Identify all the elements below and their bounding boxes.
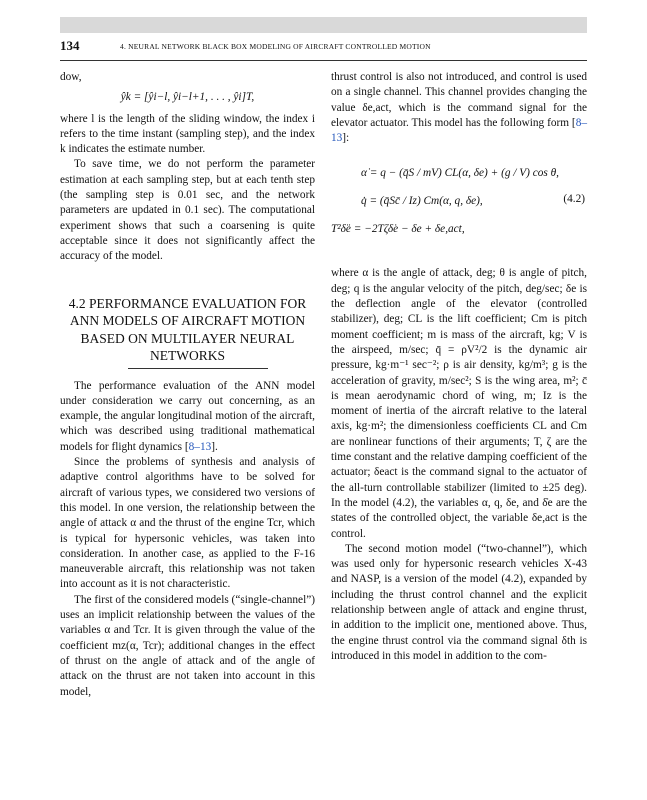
page-number: 134 bbox=[60, 38, 80, 53]
equation-actuator: T²δ̈e = −2Tζδ̇e − δe + δe,act, bbox=[331, 223, 465, 236]
citation-link[interactable]: 8–13 bbox=[331, 116, 587, 145]
left-para-5: The first of the considered models (“single-channel”) uses an implicit relationship between the values of the variables α and Tcr. It is given through the value of the coefficient mz(α, Tcr); additional changes in the effect of thrust on the angle of attack and of the angle of attack on the thrust are not taken into account in this model, bbox=[60, 593, 315, 698]
header-rule bbox=[60, 60, 587, 61]
right-para-1 bbox=[331, 70, 587, 146]
equation-block bbox=[331, 162, 587, 250]
header-bar bbox=[60, 17, 587, 33]
running-title: 4. NEURAL NETWORK BLACK BOX MODELING OF AIRCRAFT CONTROLLED MOTION bbox=[120, 42, 431, 51]
right-para-3: The second motion model (“two-channel”), which was used only for hypersonic research vehicles X-43 and NASP, is a version of the model (4.2), expanded by including the thrust control channel and the explicit relationship between angle of attack and engine thrust, in addition to the implicit one, mentioned above. Thus, the engine thrust control via the command signal δth is introduced in this model in addition to the com- bbox=[331, 542, 587, 662]
equation-alpha-dot: α̇ = q − (q̄S / mV) CL(α, δe) + (g / V) cos θ, bbox=[361, 167, 560, 180]
section-heading bbox=[60, 295, 315, 369]
citation-link[interactable]: 8–13 bbox=[188, 440, 212, 453]
left-para-3 bbox=[60, 379, 315, 455]
left-para-1: where l is the length of the sliding window, the index i refers to the time instant (sampling step), and the index k indicates the estimate number. bbox=[60, 112, 315, 156]
left-para-0: dow, bbox=[60, 71, 82, 83]
section-number: 4.2 bbox=[68, 295, 86, 311]
equation-q-dot: q̇ = (q̄Sc̄ / Iz) Cm(α, q, δe), bbox=[361, 195, 483, 208]
section-title: PERFORMANCE EVALUATION FOR ANN MODELS OF AIRCRAFT MOTION BASED ON MULTILAYER NEURAL NETWORKS bbox=[69, 295, 307, 364]
window-equation: ŷk = [ŷi−l, ŷi−l+1, . . . , ŷi]T, bbox=[120, 91, 255, 104]
equation-number: (4.2) bbox=[563, 193, 585, 206]
left-column bbox=[60, 70, 315, 700]
left-para-3-text: The performance evaluation of the ANN model under consideration we carry out concerning, as an example, the angular longitudinal motion of the aircraft, which was described using traditional mathematical models for flight dynamics [ bbox=[60, 379, 315, 453]
left-para-3-end: ]. bbox=[211, 440, 218, 453]
section-rule bbox=[128, 368, 268, 369]
left-para-4: Since the problems of synthesis and analysis of adaptive control algorithms have to be solved for aircraft of various types, we considered two versions of this model. In one version, the relationship between the angle of attack α and the thrust of the engine Tcr, which is typical for hypersonic vehicles, was taken into consideration. In another case, as applied to the F-16 maneuverable aircraft, this relationship was not taken into account as it is not characteristic. bbox=[60, 456, 315, 591]
left-para-2: To save time, we do not perform the parameter estimation at each sampling step, but at each tenth step (the sampling step is 0.01 sec, and the network parameters are updated in 0.1 sec). The computational experiment shows that such a coarsening is quite acceptable since it does not significantly affect the accuracy of the model. bbox=[60, 158, 315, 263]
right-column bbox=[331, 70, 587, 664]
right-para-1-end: ]: bbox=[342, 132, 350, 145]
right-para-2: where α is the angle of attack, deg; θ is angle of pitch, deg; q is the angular velocity of the pitch, deg/sec; δe is the deflection angle of the elevator (controlled stabilizer), deg; CL is the lift coefficient; Cm is pitch moment coefficient; m is mass of the aircraft, kg; V is the airspeed, m/sec; q̄ = ρV²/2 is the dynamic air pressure, kg·m⁻¹ sec⁻²; ρ is air density, kg/m³; g is the acceleration of gravity, m/sec²; S is the wing area, m²; c̄ is mean aerodynamic chord of wing, m; Iz is the moment of inertia of the aircraft relative to the lateral axis, kg·m²; the dimensionless coefficients CL and Cm are nonlinear functions of their arguments; T, ζ are the time constant and the relative damping coefficient of the actuator; δeact is the command signal to the actuator of the all-turn controllable stabilizer (limited to ±25 deg). In the model (4.2), the variables α, q, δe, and δ̇e are the states of the controlled object, the variable δe,act is the control. bbox=[331, 267, 587, 540]
right-para-1-text: thrust control is also not introduced, and control is used on a single channel. This channel provides changing the value δe,act, which is the command signal for the elevator actuator. This model has the following form [ bbox=[331, 71, 587, 129]
